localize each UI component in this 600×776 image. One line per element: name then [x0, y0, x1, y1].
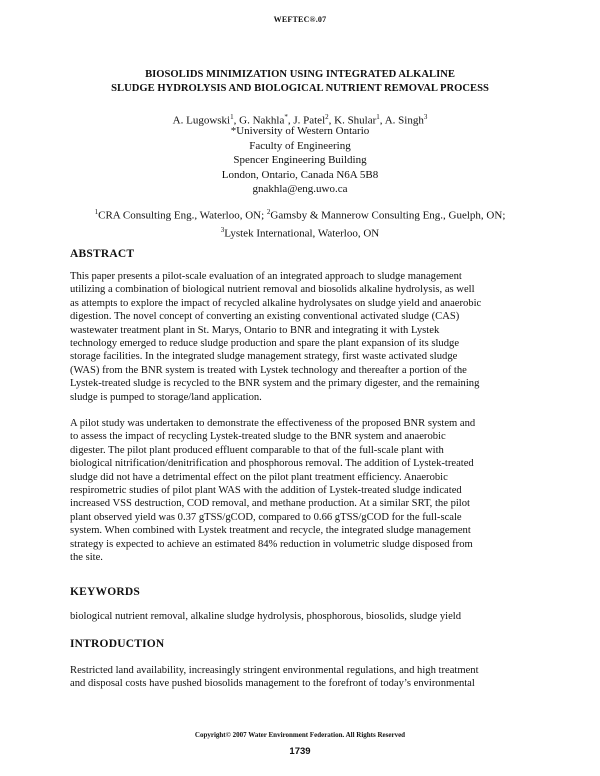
- abstract-paragraph-2: [70, 417, 530, 564]
- text-line: digestion. The novel concept of converting an existing conventional activated sludge (CAS): [70, 311, 460, 323]
- affiliation-address: London, Ontario, Canada N6A 5B8: [221, 168, 379, 181]
- affiliation-block: [100, 124, 500, 197]
- author-separator: ,: [328, 114, 335, 127]
- keywords-heading: KEYWORDS: [70, 586, 140, 598]
- consultant-mark: 2: [266, 208, 271, 216]
- text-line: plant observed yield was 0.37 gTSS/gCOD, compared to 0.66 gTSS/gCOD for the full-scale: [70, 511, 462, 523]
- keywords-text: [70, 610, 530, 623]
- text-line: Restricted land availability, increasingly stringent environmental regulations, and high treatment: [70, 665, 479, 676]
- affiliation-university: *University of Western Ontario: [230, 125, 370, 137]
- text-line: sludge did not have a detrimental effect on the pilot plant treatment efficiency. Anaerobic: [70, 471, 448, 483]
- conference-header: WEFTEC®.07: [273, 15, 327, 24]
- author-name: J. Patel: [293, 114, 326, 127]
- text-line: wastewater treatment plant in St. Marys, Ontario to BNR and integrating it with Lystek: [70, 324, 440, 336]
- title-line-1: BIOSOLIDS MINIMIZATION USING INTEGRATED ALKALINE: [145, 69, 455, 80]
- text-line: the site.: [70, 552, 103, 564]
- text-line: This paper presents a pilot-scale evaluation of an integrated approach to sludge management: [70, 271, 462, 282]
- text-line: technology emerged to reduce sludge production and spare the plant expansion of its sludge: [70, 338, 460, 350]
- affiliation-faculty: Faculty of Engineering: [249, 139, 351, 152]
- affiliation-building: Spencer Engineering Building: [233, 154, 367, 166]
- author-separator: ,: [379, 114, 385, 127]
- text-line: and disposal costs have pushed biosolids management to the forefront of today’s environmental: [70, 678, 475, 690]
- author-mark: 3: [423, 113, 428, 121]
- paper-title: [40, 68, 560, 96]
- text-line: as attempts to explore the impact of recycled alkaline hydrolysates on sludge yield and anaerobic: [70, 297, 482, 309]
- author-mark: 2: [325, 113, 329, 121]
- consultant-mark: 3: [220, 226, 225, 235]
- text-line: utilizing a combination of biological nutrient removal and biosolids alkaline hydrolysis, as well: [70, 284, 475, 296]
- abstract-paragraph-1: [70, 270, 530, 404]
- consultant-line-2: [40, 223, 560, 241]
- consultant-line-1: [40, 205, 560, 223]
- text-line: Lystek-treated sludge is recycled to the BNR system and the primary digester, and the remaining: [70, 378, 480, 390]
- page-number: 1739: [289, 746, 311, 757]
- text-line: to assess the impact of recycling Lystek-treated sludge to the BNR system and anaerobic: [70, 431, 446, 443]
- copyright-footer: Copyright© 2007 Water Environment Federation. All Rights Reserved: [194, 731, 406, 739]
- author-name: K. Shular: [334, 114, 377, 127]
- author-separator: ,: [233, 114, 240, 127]
- author-separator: ,: [287, 114, 294, 127]
- text-line: biological nutrient removal, alkaline sludge hydrolysis, phosphorous, biosolids, sludge yield: [70, 611, 462, 622]
- consultant-name: Gamsby & Mannerow Consulting Eng., Guelph, ON;: [270, 209, 506, 222]
- text-line: respirometric studies of pilot plant WAS with the addition of Lystek-treated sludge indicated: [70, 485, 462, 497]
- consultant-name: CRA Consulting Eng., Waterloo, ON;: [98, 209, 267, 222]
- author-name: A. Singh: [384, 114, 424, 127]
- author-mark: 1: [230, 113, 234, 121]
- text-line: sludge is pumped to storage/land application.: [70, 391, 262, 403]
- text-line: A pilot study was undertaken to demonstrate the effectiveness of the proposed BNR system and: [70, 418, 476, 429]
- text-line: system. When combined with Lystek treatment and recycle, the integrated sludge management: [70, 525, 471, 537]
- author-mark: *: [284, 113, 288, 121]
- text-line: storage facilities. In the integrated sludge management strategy, first waste activated sludge: [70, 351, 458, 363]
- consultant-mark: 1: [94, 208, 99, 216]
- consultant-affiliations: [40, 205, 560, 241]
- text-line: (WAS) from the BNR system is treated with Lystek technology and thereafter a portion of the: [70, 364, 467, 376]
- author-name: G. Nakhla: [239, 114, 285, 127]
- introduction-paragraph: [70, 664, 530, 691]
- affiliation-email: gnakhla@eng.uwo.ca: [252, 183, 348, 195]
- consultant-name: Lystek International, Waterloo, ON: [224, 227, 380, 240]
- text-line: biological nitrification/denitrification and phosphorous removal. The addition of Lystek-treated: [70, 458, 474, 470]
- author-mark: 1: [376, 113, 380, 121]
- title-line-2: SLUDGE HYDROLYSIS AND BIOLOGICAL NUTRIENT REMOVAL PROCESS: [111, 83, 489, 94]
- abstract-heading: ABSTRACT: [70, 248, 135, 260]
- text-line: digester. The pilot plant produced effluent comparable to that of the full-scale plant with: [70, 444, 444, 456]
- text-line: strategy is expected to achieve an estimated 84% reduction in volumetric sludge disposed from: [70, 538, 473, 550]
- introduction-heading: INTRODUCTION: [70, 638, 165, 650]
- author-name: A. Lugowski: [172, 114, 231, 127]
- text-line: increased VSS destruction, COD removal, and methane production. At a similar SRT, the pilot: [70, 498, 470, 510]
